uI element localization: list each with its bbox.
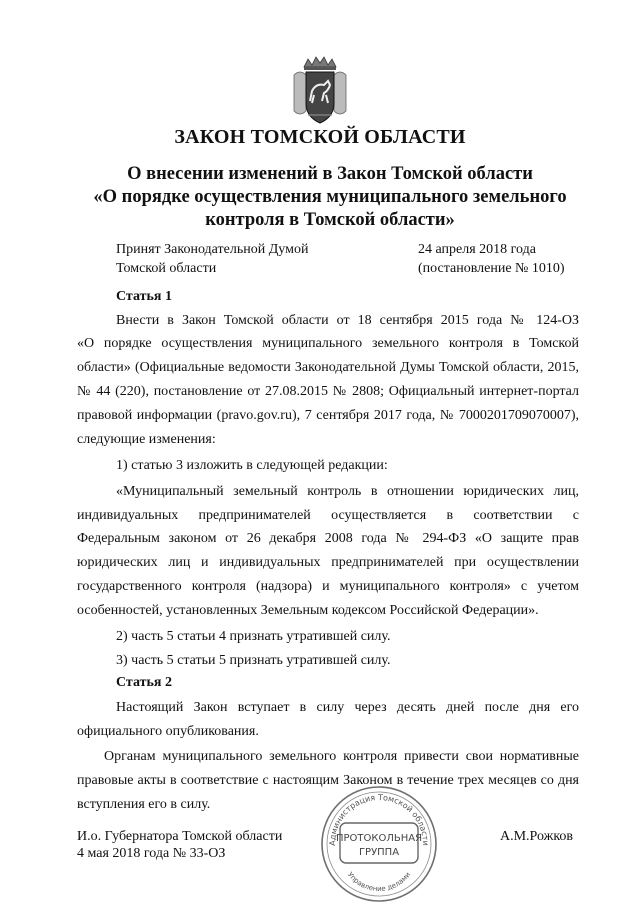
adopted-by-line: Принят Законодательной Думой <box>116 242 309 257</box>
article-2-text-line: правовые акты в соответствие с настоящим Законом в течение трех месяцев со дня <box>77 773 579 788</box>
quote-line: особенностей, установленных Земельным кодексом Российской Федерации». <box>77 603 539 618</box>
article-1-text-line: «О порядке осуществления муниципального земельного контроля в Томской <box>77 336 579 351</box>
adoption-date: 24 апреля 2018 года <box>418 242 536 257</box>
article-1-text-line: области» (Официальные ведомости Законодательной Думы Томской области, 2015, <box>77 360 579 375</box>
article-2-text-line: Настоящий Закон вступает в силу через десять дней после дня его <box>116 700 579 715</box>
article-1-text-line: Внести в Закон Томской области от 18 сентября 2015 года № 124-ОЗ <box>116 313 579 328</box>
article-1-text-line: правовой информации (pravo.gov.ru), 7 сентября 2017 года, № 7000201709070007), <box>77 408 579 423</box>
law-date-number: 4 мая 2018 года № 33-ОЗ <box>77 846 226 861</box>
stamp-bottom-text: Управление делами <box>345 870 413 894</box>
stamp-center-line: ГРУППА <box>358 847 400 858</box>
article-1-text-line: № 44 (220), постановление от 27.08.2015 № 2808; Официальный интернет-портал <box>77 384 579 399</box>
law-subtitle-line: «О порядке осуществления муниципального земельного <box>93 187 567 207</box>
list-item-3: 3) часть 5 статьи 5 признать утратившей силу. <box>116 653 391 668</box>
article-2-text-line: официального опубликования. <box>77 724 259 739</box>
article-2-text-line: вступления его в силу. <box>77 797 211 812</box>
law-subtitle-line: О внесении изменений в Закон Томской области <box>127 164 533 184</box>
list-item-2: 2) часть 5 статьи 4 признать утратившей силу. <box>116 629 391 644</box>
signatory-position: И.о. Губернатора Томской области <box>77 829 283 844</box>
article-1-heading: Статья 1 <box>116 289 172 304</box>
stamp-center-line: ПРОТОКОЛЬНАЯ <box>335 833 423 844</box>
quote-line: Федеральным законом от 26 декабря 2008 года № 294-ФЗ «О защите прав <box>77 531 579 546</box>
article-2-text-line: Органам муниципального земельного контроля привести свои нормативные <box>104 749 579 764</box>
signatory-name: А.М.Рожков <box>500 829 574 844</box>
article-2-heading: Статья 2 <box>116 675 172 690</box>
coat-of-arms-icon <box>290 55 350 127</box>
adopted-by-line: Томской области <box>116 261 217 276</box>
list-item-1: 1) статью 3 изложить в следующей редакции: <box>116 458 388 473</box>
protocol-group-stamp <box>318 783 440 905</box>
svg-text:Управление делами <box>346 871 412 893</box>
stamp-ring-text: Администрация Томской области <box>327 792 431 846</box>
law-title: ЗАКОН ТОМСКОЙ ОБЛАСТИ <box>174 126 466 148</box>
quote-line: индивидуальных предпринимателей осуществляется в соответствии с <box>77 508 579 523</box>
article-1-text-line: следующие изменения: <box>77 432 216 447</box>
resolution-number: (постановление № 1010) <box>418 261 565 276</box>
quote-line: «Муниципальный земельный контроль в отношении юридических лиц, <box>116 484 579 499</box>
quote-line: юридических лиц и индивидуальных предпринимателей при осуществлении <box>77 555 579 570</box>
law-subtitle-line: контроля в Томской области» <box>205 210 455 230</box>
quote-line: государственного контроля (надзора) и муниципального контроля» с учетом <box>77 579 579 594</box>
